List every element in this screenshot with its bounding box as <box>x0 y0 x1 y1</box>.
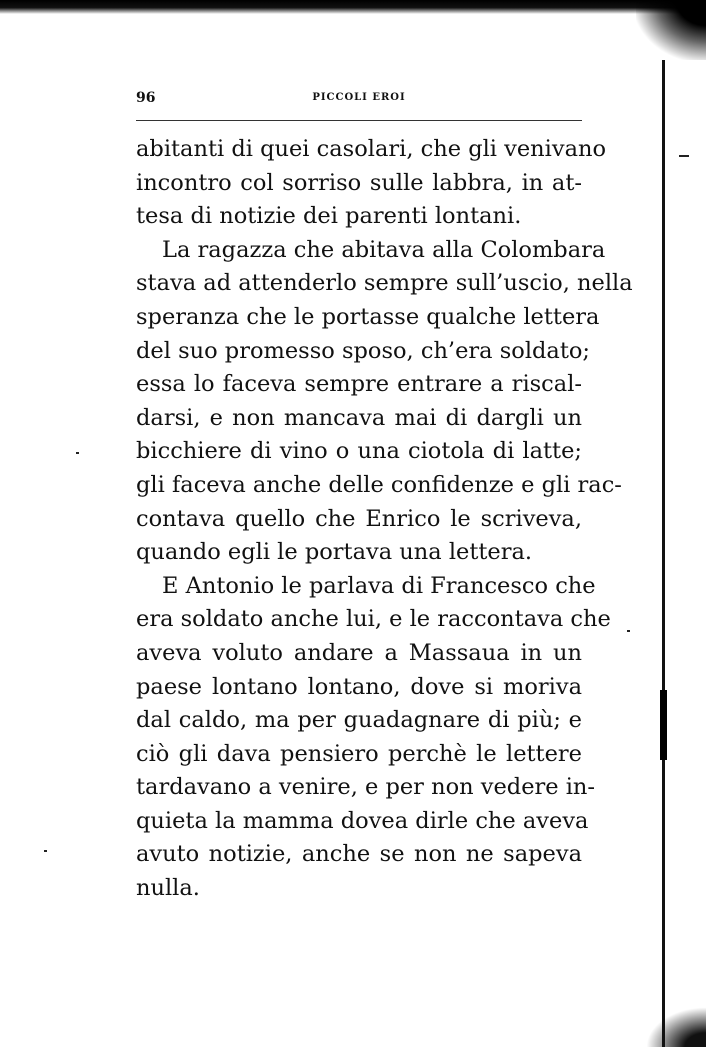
scan-top-shadow <box>0 0 706 14</box>
text-line: tesa di notizie dei parenti lontani. <box>136 203 522 230</box>
text-line: bicchiere di vino o una ciotola di latte; <box>136 438 582 465</box>
scan-page-edge <box>662 60 665 1047</box>
text-line: stava ad attenderlo sempre sull’uscio, nella <box>136 270 633 297</box>
body-text <box>136 133 633 906</box>
text-line: tardavano a venire, e per non vedere in- <box>136 774 596 801</box>
text-line: quando egli le portava una lettera. <box>136 539 533 566</box>
page-header <box>136 90 582 112</box>
text-line: incontro col sorriso sulle labbra, in at- <box>136 169 582 196</box>
text-line: dal caldo, ma per guadagnare di più; e <box>136 707 582 734</box>
text-line: abitanti di quei casolari, che gli venivano <box>136 136 607 162</box>
text-line: La ragazza che abitava alla Colombara <box>162 236 606 263</box>
text-line: contava quello che Enrico le scriveva, <box>136 505 582 532</box>
text-line: nulla. <box>136 875 200 902</box>
header-rule <box>136 120 582 121</box>
page-number: 96 <box>136 90 156 106</box>
text-line: ciò gli dava pensiero perchè le lettere <box>136 740 582 767</box>
scan-corner-shadow <box>636 0 706 60</box>
running-title: PICCOLI EROI <box>312 92 406 103</box>
scan-speck <box>627 630 630 632</box>
text-line: avuto notizie, anche se non ne sapeva <box>136 841 582 868</box>
text-line: essa lo faceva sempre entrare a riscal- <box>136 371 582 398</box>
scan-corner-shadow-bottom <box>646 1007 706 1047</box>
text-line: del suo promesso sposo, ch’era soldato; <box>136 337 590 364</box>
text-line: gli faceva anche delle confidenze e gli rac- <box>136 471 622 498</box>
text-line: paese lontano lontano, dove si moriva <box>136 673 582 700</box>
text-line: speranza che le portasse qualche lettera <box>136 303 600 330</box>
text-line: aveva voluto andare a Massaua in un <box>136 639 582 666</box>
text-line: era soldato anche lui, e le raccontava che <box>136 606 611 633</box>
text-line: darsi, e non mancava mai di dargli un <box>136 404 582 431</box>
scan-speck <box>76 452 79 454</box>
text-line: quieta la mamma dovea dirle che aveva <box>136 807 589 834</box>
scan-speck <box>679 155 689 157</box>
scan-page-edge-mark <box>660 690 667 760</box>
text-line: E Antonio le parlava di Francesco che <box>162 572 596 599</box>
scan-speck <box>44 850 47 852</box>
